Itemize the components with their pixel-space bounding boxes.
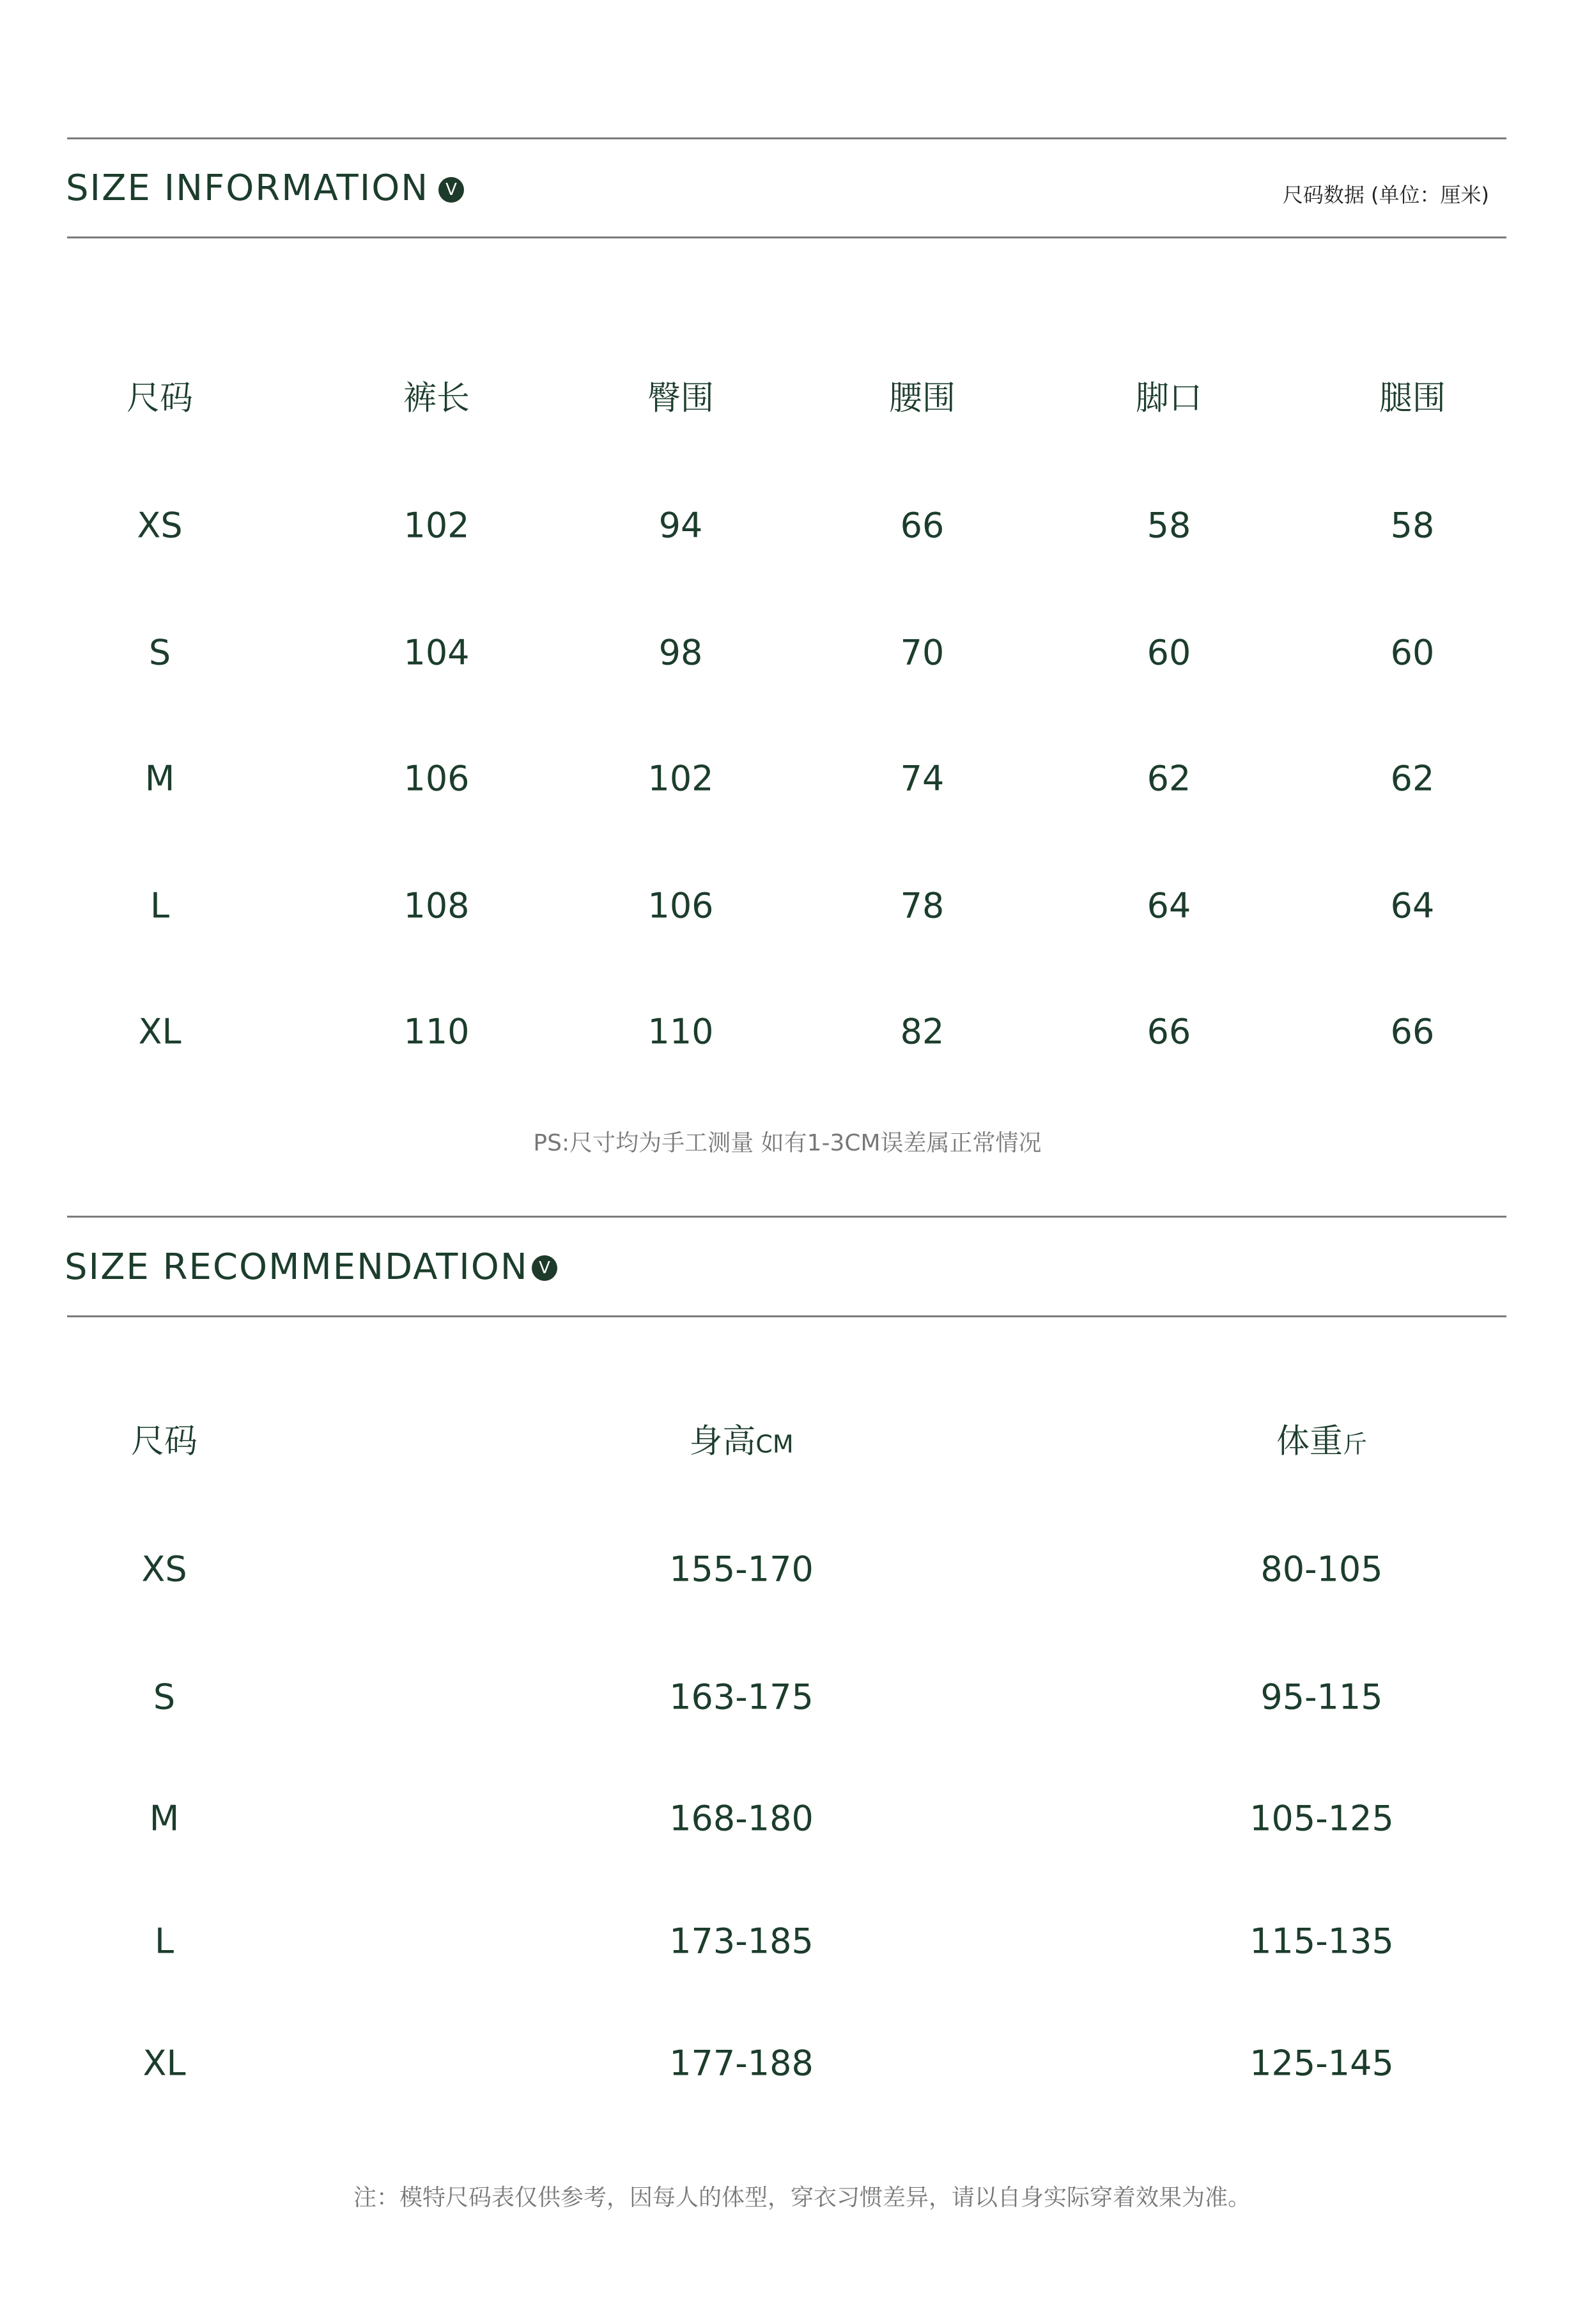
size-label: S [153, 1677, 176, 1717]
table-cell: 177-188 [669, 2043, 814, 2084]
table-cell: 115-135 [1249, 1921, 1394, 1962]
table-cell: 62 [1147, 758, 1191, 799]
table-cell: 104 [403, 632, 470, 673]
table-cell: 155-170 [669, 1549, 814, 1590]
column-header: 腰围 [888, 379, 956, 418]
table-cell: 70 [900, 632, 945, 673]
ps-note: PS:尺寸均为手工测量 如有1-3CM误差属正常情况 [533, 1130, 1042, 1156]
table-cell: 102 [647, 758, 714, 799]
table-cell: 95-115 [1260, 1677, 1383, 1717]
column-header: 腿围 [1379, 379, 1446, 418]
table-cell: 125-145 [1249, 2043, 1394, 2084]
table-cell: 106 [647, 885, 714, 926]
size-label: L [150, 885, 170, 926]
table-cell: 60 [1147, 632, 1191, 673]
table-cell: 66 [900, 505, 945, 546]
size-label: S [148, 632, 171, 673]
table-cell: 80-105 [1260, 1549, 1383, 1590]
footer-note: 注：模特尺码表仅供参考，因每人的体型，穿衣习惯差异，请以自身实际穿着效果为准。 [353, 2185, 1251, 2211]
size-label: XL [143, 2043, 186, 2084]
top-rule-2 [67, 1216, 1506, 1218]
column-header: 尺码 [126, 379, 194, 418]
table-cell: 66 [1390, 1011, 1435, 1052]
top-rule-1 [67, 137, 1506, 139]
table-cell: 94 [658, 505, 703, 546]
bottom-rule-2 [67, 1315, 1506, 1317]
table-cell: 110 [403, 1011, 470, 1052]
bottom-rule-1 [67, 236, 1506, 238]
column-header: 裤长 [403, 379, 470, 418]
size-label: XL [138, 1011, 182, 1052]
table-cell: 173-185 [669, 1921, 814, 1962]
size-recommendation-title: SIZE RECOMMENDATION [65, 1246, 529, 1288]
column-header: 臀围 [647, 379, 715, 418]
column-header: 身高CM [689, 1422, 794, 1461]
table-cell: 78 [900, 885, 945, 926]
table-cell: 64 [1147, 885, 1191, 926]
size-label: M [149, 1798, 180, 1839]
check-badge-icon: V [532, 1255, 557, 1281]
table-cell: 58 [1147, 505, 1191, 546]
unit-label: 斤 [1343, 1430, 1368, 1459]
unit-label: CM [755, 1430, 794, 1459]
table-cell: 106 [403, 758, 470, 799]
table-cell: 82 [900, 1011, 945, 1052]
size-label: XS [137, 505, 183, 546]
unit-note: 尺码数据 (单位：厘米) [1282, 183, 1489, 207]
table-cell: 60 [1390, 632, 1435, 673]
table-cell: 58 [1390, 505, 1435, 546]
size-information-title: SIZE INFORMATION [66, 167, 429, 209]
table-cell: 98 [658, 632, 703, 673]
column-header: 体重斤 [1276, 1422, 1368, 1461]
column-header: 脚口 [1135, 379, 1203, 418]
table-cell: 102 [403, 505, 470, 546]
column-header: 尺码 [130, 1422, 198, 1461]
table-cell: 168-180 [669, 1798, 814, 1839]
table-cell: 74 [900, 758, 945, 799]
size-label: L [154, 1921, 174, 1962]
table-cell: 108 [403, 885, 470, 926]
table-cell: 66 [1147, 1011, 1191, 1052]
table-cell: 64 [1390, 885, 1435, 926]
table-cell: 110 [647, 1011, 714, 1052]
table-cell: 105-125 [1249, 1798, 1394, 1839]
table-cell: 163-175 [669, 1677, 814, 1717]
table-cell: 62 [1390, 758, 1435, 799]
size-label: XS [141, 1549, 187, 1590]
check-badge-icon: V [438, 177, 464, 203]
size-label: M [144, 758, 175, 799]
